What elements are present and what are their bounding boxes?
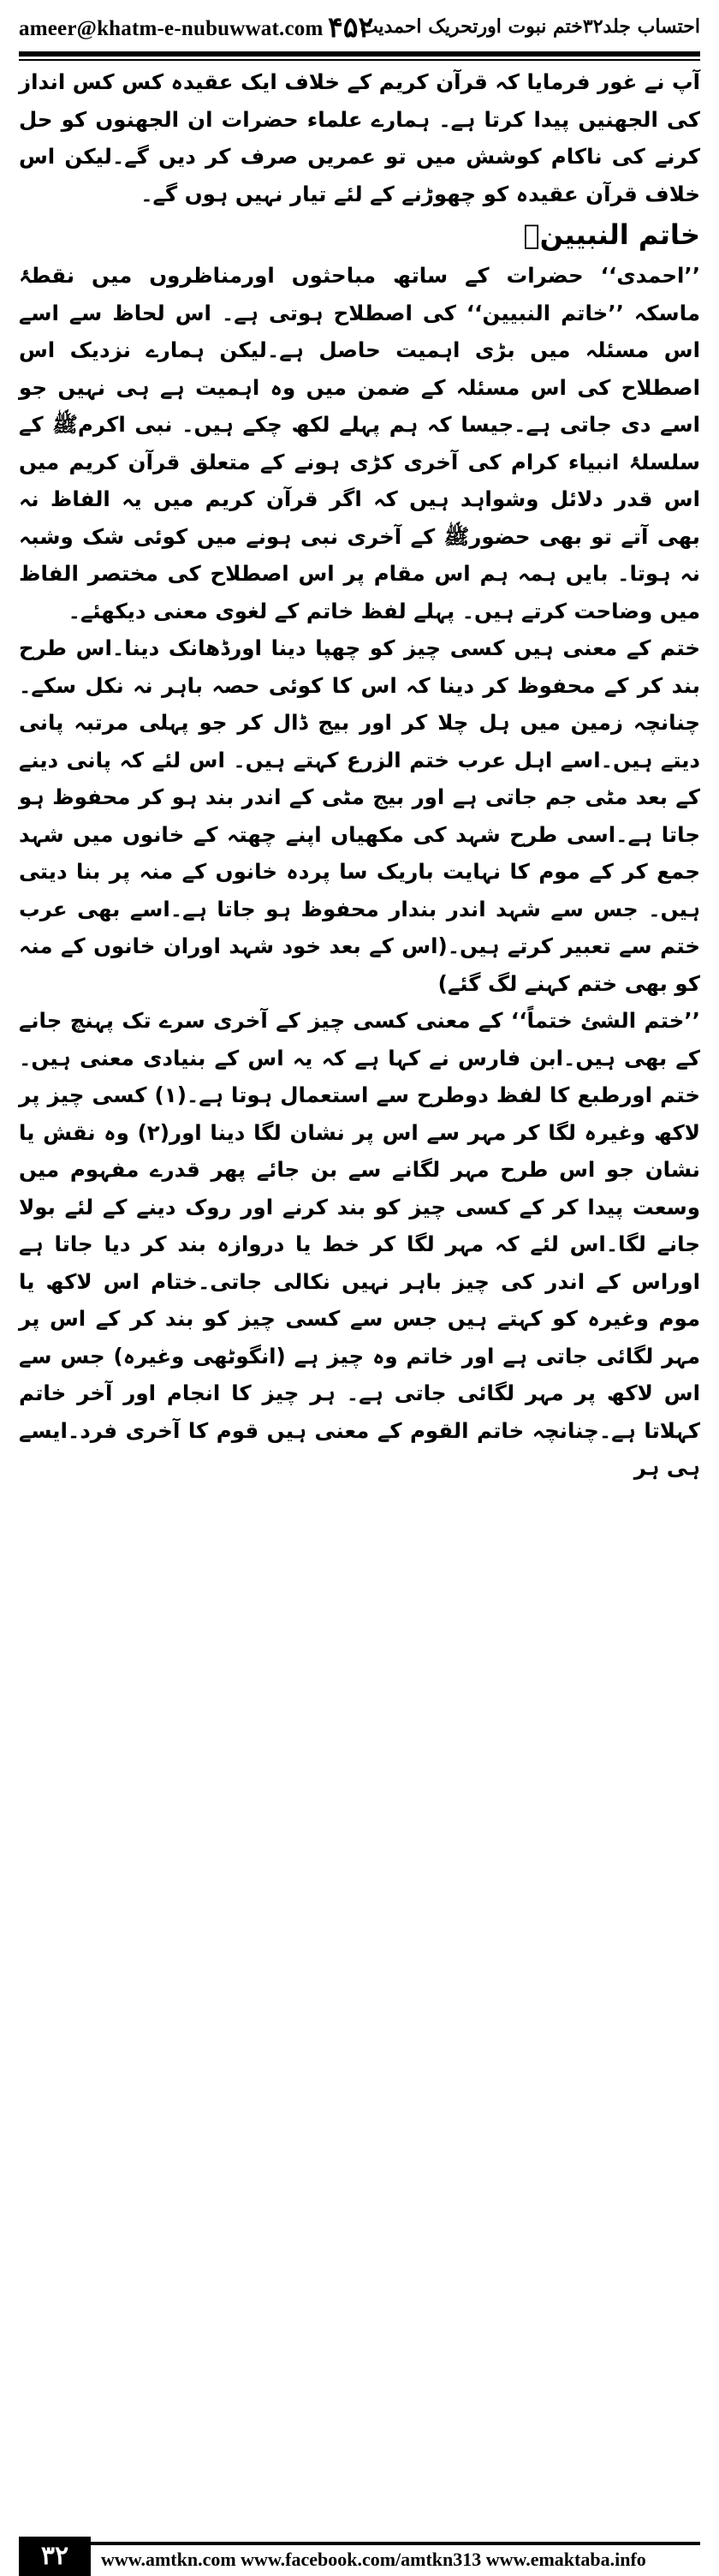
footer-page-number: ۳۲ <box>19 2537 91 2576</box>
paragraph: ’’احمدی‘‘ حضرات کے ساتھ مباحثوں اورمناظروں میں نقطۂ ماسکہ ’’خاتم النبیین‘‘ کی اصطلاح ہوتی ہے۔ اس لحاظ سے اسے اس مسئلہ میں بڑی اہمیت حاصل ہے۔لیکن ہمارے نزدیک اس اصطلاح کی اس مسئلہ کے ضمن میں وہ اہمیت ہے ہی نہیں جو اسے دی جاتی ہے۔جیسا کہ ہم پہلے لکھ چکے ہیں۔ نبی اکرمﷺ کے سلسلۂ انبیاء کرام کی آخری کڑی ہونے کے متعلق قرآن کریم میں اس قدر دلائل وشواہد ہیں کہ اگر قرآن کریم میں یہ الفاظ نہ بھی آتے تو بھی حضورﷺ کے آخری نبی ہونے میں کوئی شک وشبہ نہ ہوتا۔ بایں ہمہ ہم اس مقام پر اس اصطلاح کی مختصر الفاظ میں وضاحت کرتے ہیں۔ پہلے لفظ خاتم کے لغوی معنی دیکھئے۔ <box>19 263 700 623</box>
paragraph: ختم کے معنی ہیں کسی چیز کو چھپا دینا اورڈھانک دینا۔اس طرح بند کر کے محفوظ کر دینا کہ اس کا کوئی حصہ باہر نہ نکل سکے۔ چنانچہ زمین میں ہل چلا کر اور بیج ڈال کر جو پہلی مرتبہ پانی دیتے ہیں۔اسے اہل عرب ختم الزرع کہتے ہیں۔ اس لئے کہ پانی دینے کے بعد مٹی جم جاتی ہے اور بیج مٹی کے اندر بند ہو کر محفوظ ہو جاتا ہے۔اسی طرح شہد کی مکھیاں اپنے چھتہ کے خانوں میں شہد جمع کر کے موم کا نہایت باریک سا پردہ خانوں کے منہ پر بنا دیتی ہیں۔ جس سے شہد اندر بندار محفوظ ہو جاتا ہے۔اسے بھی عرب ختم سے تعبیر کرتے ہیں۔(اس کے بعد خود شہد اوران خانوں کے منہ کو بھی ختم کہنے لگ گئے) <box>19 635 700 996</box>
article-body <box>19 63 701 1480</box>
running-head: احتساب جلد۳۲ختم نبوت اورتحریک احمدیت <box>360 15 700 38</box>
paragraph: ’’ختم الشئ ختماً‘‘ کے معنی کسی چیز کے آخری سرے تک پہنچ جانے کے بھی ہیں۔ابن فارس نے کہا ہے کہ یہ اس کے بنیادی معنی ہیں۔ختم اورطبع کا لفظ دوطرح سے استعمال ہوتا ہے۔(۱) کسی چیز پر لاکھ وغیرہ لگا کر مہر سے اس پر نشان لگا دینا اور(۲) وہ نقش یا نشان جو اس طرح مہر لگانے سے بن جائے پھر قدرے مفہوم میں وسعت پیدا کر کے کسی چیز کو بند کرنے اور روک دینے کے لئے بولا جانے لگا۔اس لئے کہ مہر لگا کر خط یا دروازہ بند کر دیا جاتا ہے اوراس کے اندر کی چیز باہر نہیں نکالی جاتی۔ختام اس لاکھ یا موم وغیرہ کو کہتے ہیں جس سے کسی چیز کو بند کر کے اس پر مہر لگائی جاتی ہے اور خاتم وہ چیز ہے (انگوٹھی وغیرہ) جس سے اس لاکھ پر مہر لگائی جاتی ہے۔ ہر چیز کا انجام اور آخر خاتم کہلاتا ہے۔چنانچہ خاتم القوم کے معنی ہیں قوم کا آخری فرد۔ایسے ہی ہر <box>19 1008 701 1480</box>
footer-rule <box>19 2542 700 2545</box>
paragraph: آپ نے غور فرمایا کہ قرآن کریم کے خلاف ایک عقیدہ کس کس انداز کی الجھنیں پیدا کرتا ہے۔ ہمارے علماء حضرات ان الجھنوں کو حل کرنے کی ناکام کوشش میں تو عمریں صرف کر دیں گے۔لیکن اس خلاف قرآن عقیدہ کو چھوڑنے کے لئے تیار نہیں ہوں گے۔ <box>19 69 700 206</box>
header-email: ameer@khatm-e-nubuwwat.com <box>19 17 324 40</box>
footer-links: www.amtkn.com www.facebook.com/amtkn313 www.emaktaba.info <box>101 2549 646 2570</box>
section-heading: خاتم النبیینؐ <box>523 218 700 251</box>
page-footer <box>0 1267 719 2571</box>
page-header <box>0 0 719 62</box>
header-page-number: ۴۵۲ <box>328 10 374 44</box>
header-rule-thick <box>19 51 700 57</box>
header-rule-thin <box>19 59 700 61</box>
